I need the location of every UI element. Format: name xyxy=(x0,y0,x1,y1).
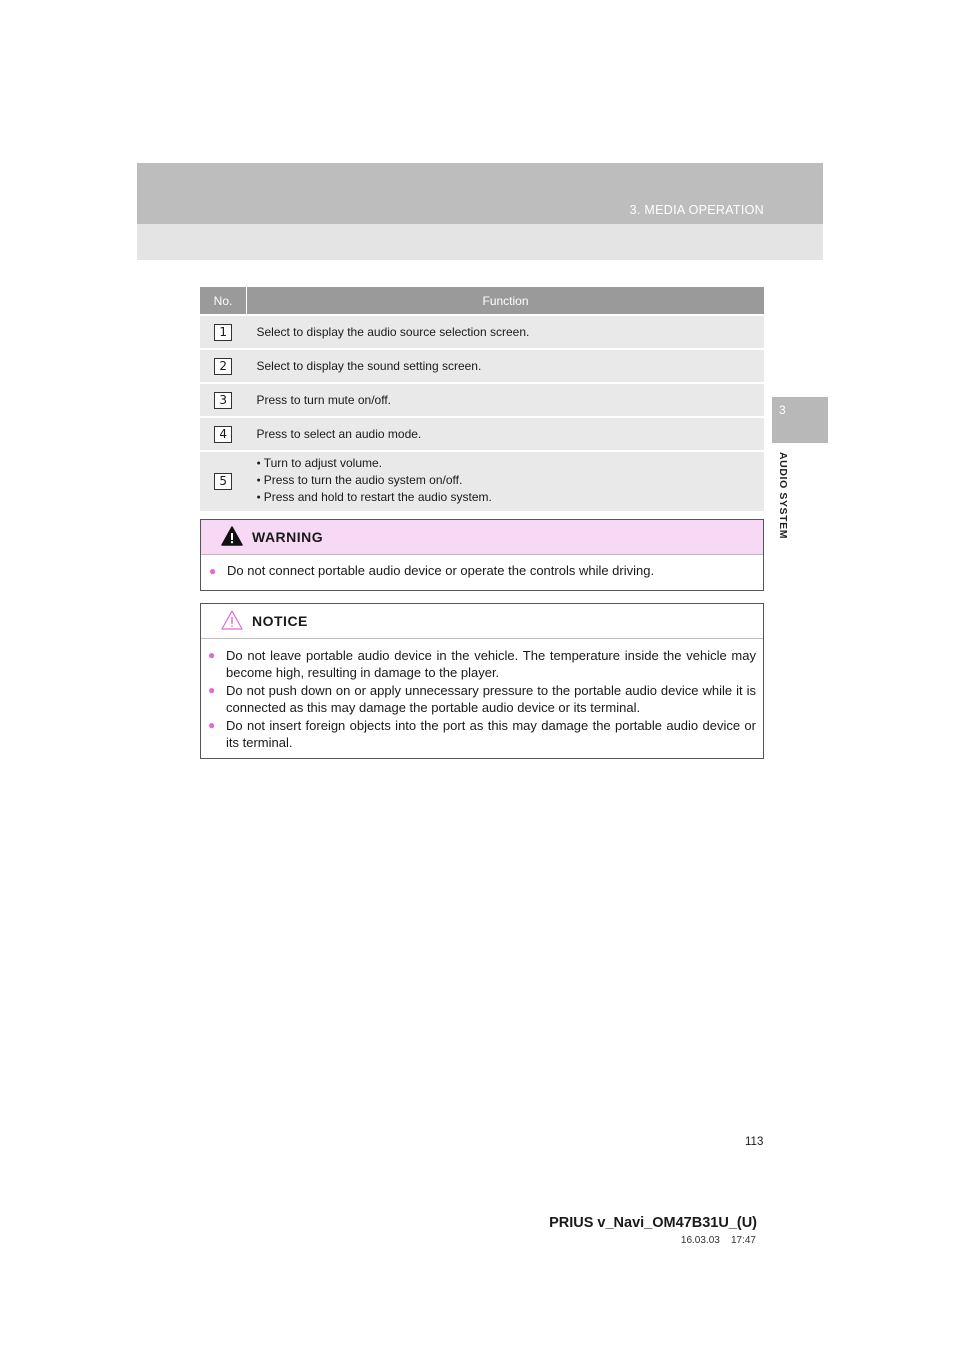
function-bullet-list xyxy=(257,452,765,511)
print-stamp xyxy=(681,1235,756,1246)
caution-icon xyxy=(221,610,243,630)
column-header-function: Function xyxy=(247,287,765,315)
function-table xyxy=(200,287,764,511)
document-id: PRIUS v_Navi_OM47B31U_(U) xyxy=(549,1215,757,1231)
function-bullet: ● Turn to adjust volume. xyxy=(257,456,765,473)
warning-title: WARNING xyxy=(252,529,324,545)
warning-header xyxy=(201,520,763,555)
notice-item: ● Do not push down on or apply unnecessary pressure to the portable audio device while it is connected as this may damage the portable audio device or its terminal. xyxy=(208,683,756,715)
function-bullet: ● Press and hold to restart the audio system. xyxy=(257,490,765,507)
callout-number: 3 xyxy=(214,392,232,409)
notice-box xyxy=(200,603,764,759)
chapter-tab xyxy=(772,397,828,443)
function-text: Press to turn mute on/off. xyxy=(247,383,765,417)
bullet-icon: ● xyxy=(208,648,216,662)
table-row xyxy=(200,383,764,417)
warning-item: ● Do not connect portable audio device or operate the controls while driving. xyxy=(209,563,655,578)
function-text: Select to display the audio source selection screen. xyxy=(247,315,765,349)
table-row xyxy=(200,417,764,451)
notice-header xyxy=(201,604,763,639)
callout-number: 1 xyxy=(214,324,232,341)
print-date: 16.03.03 xyxy=(680,1235,720,1246)
notice-item: ● Do not insert foreign objects into the port as this may damage the portable audio device or its terminal. xyxy=(208,718,756,750)
chapter-label: AUDIO SYSTEM xyxy=(777,452,789,540)
page-number: 113 xyxy=(745,1136,764,1148)
bullet-icon: ● xyxy=(208,718,216,732)
function-text: Press to select an audio mode. xyxy=(247,417,765,451)
bullet-icon: ● xyxy=(208,683,216,697)
chapter-number: 3 xyxy=(779,403,786,417)
notice-item: ● Do not leave portable audio device in the vehicle. The temperature inside the vehicle may become high, resulting in damage to the player. xyxy=(208,648,756,680)
notice-title: NOTICE xyxy=(252,613,308,629)
bullet-icon: ● xyxy=(209,564,217,578)
function-text: Select to display the sound setting screen. xyxy=(247,349,765,383)
table-header-row xyxy=(200,287,764,315)
table-row xyxy=(200,315,764,349)
section-title: 3. MEDIA OPERATION xyxy=(629,203,764,217)
table-row xyxy=(200,451,764,511)
warning-icon xyxy=(221,526,243,546)
print-time: 17:47 xyxy=(730,1235,756,1246)
callout-number: 5 xyxy=(214,473,232,490)
callout-number: 4 xyxy=(214,426,232,443)
header-band-lower xyxy=(137,224,823,260)
function-bullet: ● Press to turn the audio system on/off. xyxy=(257,473,765,490)
column-header-no: No. xyxy=(200,287,247,315)
table-row xyxy=(200,349,764,383)
warning-box xyxy=(200,519,764,591)
callout-number: 2 xyxy=(214,358,232,375)
